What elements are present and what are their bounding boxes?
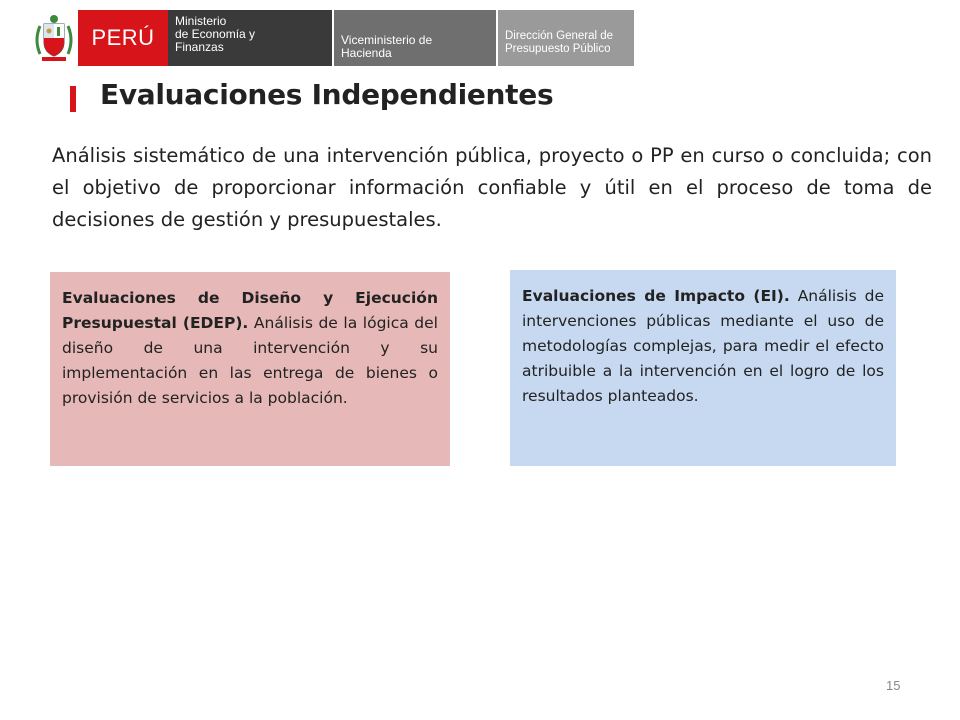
- ei-card: [510, 270, 896, 466]
- vice-ministry-line: Viceministerio de: [341, 33, 433, 47]
- ministry-line: Ministerio: [175, 14, 227, 28]
- ei-body: Análisis de intervenciones públicas mediante el uso de metodologías complejas, para medir el efecto atribuible a la intervención en el logro de los resultados planteados.: [522, 287, 884, 405]
- ministry-line: de Economía y: [175, 27, 256, 41]
- ministry-label: [168, 10, 332, 66]
- edep-body: Análisis de la lógica del diseño de una intervención y su implementación en las entrega de bienes o provisión de servicios a la población.: [62, 314, 438, 407]
- edep-card: [50, 272, 450, 466]
- slide-title: Evaluaciones Independientes: [100, 78, 554, 111]
- peru-logo: [78, 10, 168, 66]
- coat-of-arms-icon: [30, 10, 78, 66]
- directorate-label: [498, 10, 634, 66]
- page-number: 15: [886, 678, 901, 693]
- ministry-line: Finanzas: [175, 40, 224, 54]
- ei-heading: Evaluaciones de Impacto (EI).: [522, 287, 790, 305]
- vice-ministry-label: [334, 10, 496, 66]
- title-accent-bar: [70, 86, 76, 112]
- header-bar: [30, 10, 634, 66]
- edep-heading: Evaluaciones de Diseño y Ejecución Presupuestal (EDEP).: [62, 289, 438, 332]
- directorate-line: Dirección General de: [505, 30, 614, 42]
- peru-logo-text: PERÚ: [91, 25, 155, 50]
- vice-ministry-line: Hacienda: [341, 46, 392, 60]
- directorate-line: Presupuesto Público: [505, 42, 611, 55]
- intro-paragraph: Análisis sistemático de una intervención pública, proyecto o PP en curso o concluida; con el objetivo de proporcionar información confiable y útil en el proceso de toma de decisiones de gestión y presupuestales.: [52, 144, 932, 231]
